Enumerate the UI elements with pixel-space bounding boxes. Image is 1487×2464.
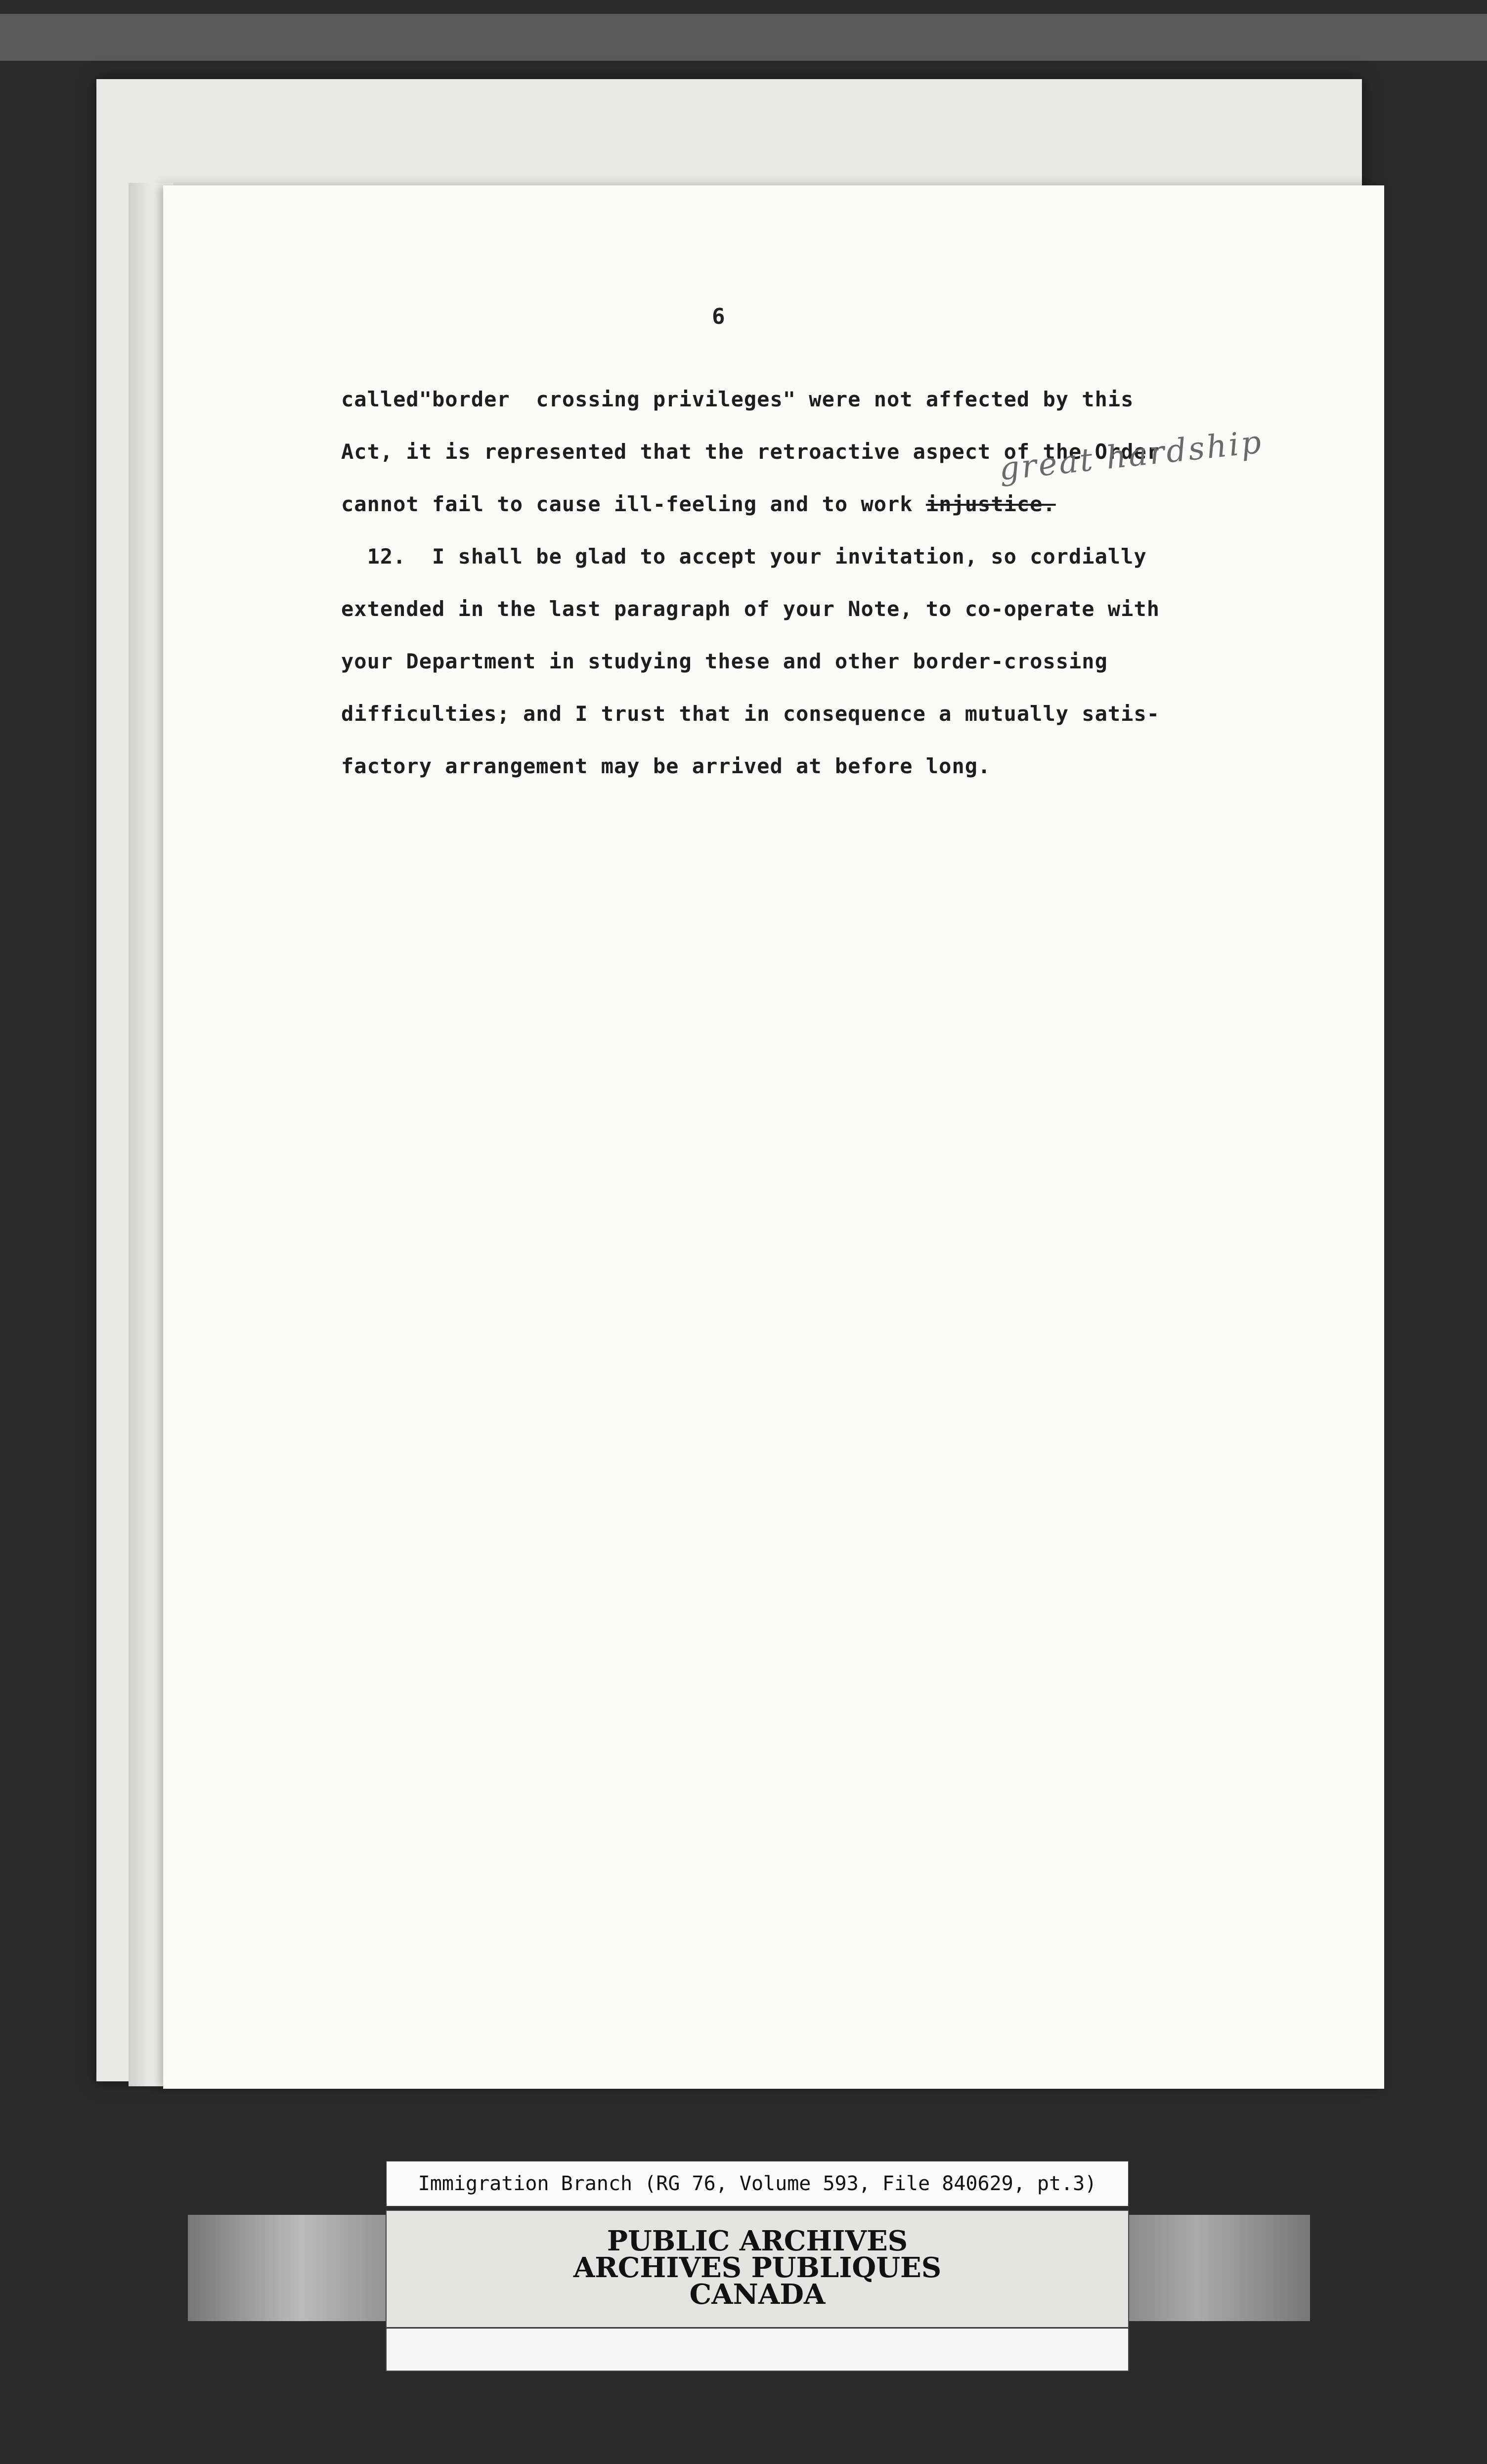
stamp-line-2: ARCHIVES PUBLIQUES (573, 2251, 942, 2284)
stamp-line-3: CANADA (689, 2278, 826, 2311)
body-line: 12. I shall be glad to accept your invitation, so cordially (341, 544, 1147, 569)
page-number: 6 (712, 304, 725, 329)
body-line: extended in the last paragraph of your Note, to co-operate with (341, 597, 1160, 621)
body-line: difficulties; and I trust that in consequence a mutually satis- (341, 702, 1160, 726)
stamp-line-1: PUBLIC ARCHIVES (607, 2225, 908, 2257)
body-line: called"border crossing privileges" were not affected by this (341, 387, 1134, 411)
body-line: cannot fail to cause ill-feeling and to work (341, 492, 926, 516)
archive-reference-label: Immigration Branch (RG 76, Volume 593, File 840629, pt.3) (386, 2160, 1129, 2207)
body-line: factory arrangement may be arrived at before long. (341, 754, 991, 778)
archives-stamp (386, 2210, 1129, 2328)
film-edge (0, 14, 1487, 61)
handwritten-correction: great hardship (997, 424, 1265, 488)
body-line-with-strike (341, 478, 1310, 530)
struck-word: injustice. (925, 492, 1056, 516)
stamp-bottom-strip (386, 2329, 1129, 2372)
body-line: Act, it is represented that the retroactive aspect of the Order (341, 440, 1160, 464)
body-line: your Department in studying these and other border-crossing (341, 649, 1108, 673)
stamp-text (387, 2225, 1128, 2311)
